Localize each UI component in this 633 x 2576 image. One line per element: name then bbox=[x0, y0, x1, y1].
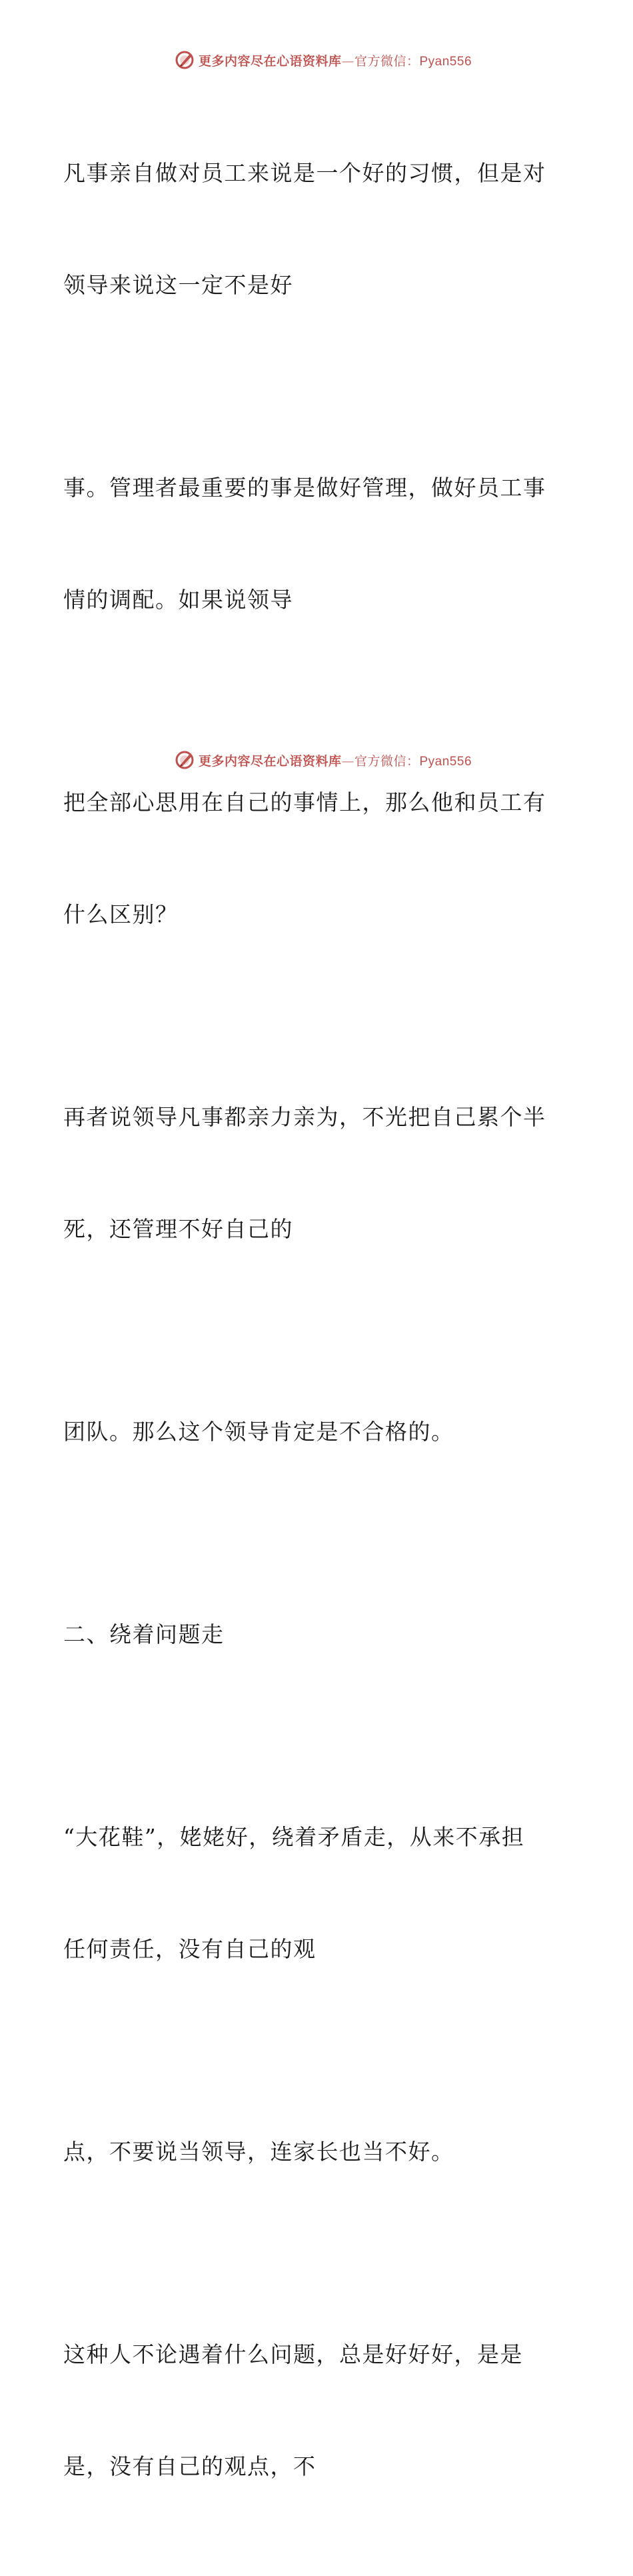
paragraph-line: 是，没有自己的观点，不 bbox=[63, 2453, 316, 2479]
paragraph-line: 情的调配。如果说领导 bbox=[63, 587, 293, 613]
paragraph-line: 事。管理者最重要的事是做好管理，做好员工事 bbox=[63, 475, 546, 501]
paragraph bbox=[63, 80, 570, 379]
paragraph-line: 凡事亲自做对员工来说是一个好的习惯，但是对 bbox=[63, 160, 546, 186]
section-heading bbox=[63, 1541, 570, 1728]
paragraph bbox=[63, 1339, 570, 1525]
paragraph bbox=[63, 2261, 570, 2560]
pen-seal-logo-icon bbox=[175, 50, 195, 70]
footer-wechat-handle: Pyan556 bbox=[419, 754, 472, 769]
footer-brand-text: 更多内容尽在心语资料库 bbox=[198, 753, 342, 769]
header-dash: — bbox=[341, 53, 354, 69]
paragraph bbox=[63, 2059, 570, 2245]
footer-banner-text bbox=[199, 751, 472, 769]
paragraph-line: 死，还管理不好自己的 bbox=[63, 1216, 293, 1242]
paragraph-line: 任何责任，没有自己的观 bbox=[63, 1936, 316, 1962]
footer-wechat-label: 官方微信： bbox=[354, 753, 420, 769]
footer-dash: — bbox=[341, 753, 354, 769]
paragraph-line: 领导来说这一定不是好 bbox=[63, 272, 293, 298]
header-banner-text bbox=[199, 51, 472, 69]
paragraph-line: 这种人不论遇着什么问题，总是好好好，是是 bbox=[63, 2341, 523, 2367]
footer-banner bbox=[0, 747, 633, 773]
header-banner bbox=[0, 47, 633, 73]
document-body bbox=[63, 80, 570, 2576]
pen-seal-logo-icon bbox=[175, 750, 195, 770]
paragraph-line: 把全部心思用在自己的事情上，那么他和员工有 bbox=[63, 789, 546, 815]
paragraph-line: 点，不要说当领导，连家长也当不好。 bbox=[63, 2139, 454, 2165]
header-brand-text: 更多内容尽在心语资料库 bbox=[198, 53, 342, 69]
header-wechat-handle: Pyan556 bbox=[419, 54, 472, 69]
paragraph-line: 再者说领导凡事都亲力亲为，不光把自己累个半 bbox=[63, 1104, 546, 1130]
paragraph-line: 团队。那么这个领导肯定是不合格的。 bbox=[63, 1419, 454, 1445]
section-heading-text: 二、绕着问题走 bbox=[63, 1621, 225, 1647]
paragraph-line: “大花鞋”，姥姥好，绕着矛盾走，从来不承担 bbox=[63, 1824, 525, 1850]
paragraph bbox=[63, 1744, 570, 2043]
paragraph bbox=[63, 395, 570, 693]
paragraph bbox=[63, 1024, 570, 1323]
header-wechat-label: 官方微信： bbox=[354, 53, 420, 69]
paragraph-line: 什么区别？ bbox=[63, 901, 179, 927]
